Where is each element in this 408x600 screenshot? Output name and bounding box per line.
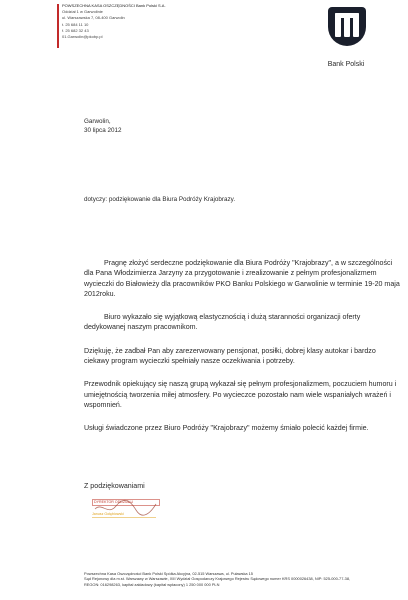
signature-stamp: [92, 494, 160, 524]
body-paragraph: Usługi świadczone przez Biuro Podróży "Krajobrazy" możemy śmiało polecić każdej firmie.: [84, 424, 369, 433]
body-paragraph: Biuro wykazało się wyjątkową elastycznością i dużą staranności organizacji oferty dedykowanej naszym pracownikom.: [84, 313, 361, 332]
footer-company-info: [84, 571, 402, 587]
body-paragraph: Dziękuję, że zadbał Pan aby zarezerwowany pensjonat, posiłki, dobrej klasy autokar i bardzo ciekawy program wycieczki spełniały nasze oczekiwania i potrzeby.: [84, 346, 376, 366]
footer-line: Powszechna Kasa Oszczędności Bank Polski Spółka Akcyjna, 02-515 Warszawa, ul. Puławska 15: [84, 571, 253, 576]
letterhead-accent-rule: [57, 4, 59, 48]
letterhead-line: t. 25 684 11 10: [62, 21, 89, 27]
footer-line: Sąd Rejonowy dla m.st. Warszawy w Warszawie, XIII Wydział Gospodarczy Krajowego Rejestru Sądowego numer KRS 0000026438, NIP: 525-000-77-38,: [84, 576, 351, 582]
pko-logo-icon: [326, 5, 368, 47]
bank-name-caption: Bank Polski: [327, 61, 365, 68]
subject-line: dotyczy: podziękowanie dla Biura Podróży Krajobrazy.: [84, 196, 236, 203]
letterhead-line: POWSZECHNA KASA OSZCZĘDNOŚCI Bank Polski S.A.: [62, 3, 166, 8]
date-block: [84, 117, 121, 135]
letterhead-line: ul. Warszawska 7, 08-400 Garwolin: [62, 15, 125, 21]
letterhead-line: 01.Garwolin@pkobp.pl: [62, 34, 103, 40]
footer-line: REGON: 016298263, kapitał zakładowy (kapitał wpłacony) 1 250 000 000 PLN: [84, 581, 220, 587]
handwritten-signature-icon: [92, 494, 160, 524]
letterhead-line: f. 25 682 32 43: [62, 27, 89, 33]
body-paragraph: Pragnę złożyć serdeczne podziękowanie dla Biura Podróży "Krajobrazy", a w szczególności dla Pana Włodzimierza Jarzyny za przygotowanie i zrealizowanie z pełnym profesjonalizmem wycieczki do Białowieży dla pracowników PKO Banku Polskiego w Garwolinie w terminie 19-20 maja 2012roku.: [84, 259, 400, 298]
director-stamp: DYREKTOR ODDZIAŁU: [92, 499, 160, 506]
letterhead-address: [62, 3, 252, 40]
date-value: 30 lipca 2012: [84, 127, 122, 134]
letter-body: [84, 258, 402, 447]
name-stamp: Janusz Gołębiowski: [92, 512, 156, 518]
body-paragraph: Przewodnik opiekujący się naszą grupą wykazał się pełnym profesjonalizmem, poczuciem humoru i umiejętnością tworzenia miłej atmosfery. Po wycieczce pozostało nam wiele wspaniałych wrażeń i wspomnień.: [84, 380, 397, 409]
letterhead-line: Oddział 1 w Garwolinie: [62, 9, 103, 15]
closing-phrase: Z podziękowaniami: [84, 482, 145, 490]
date-place: Garwolin,: [84, 118, 111, 125]
